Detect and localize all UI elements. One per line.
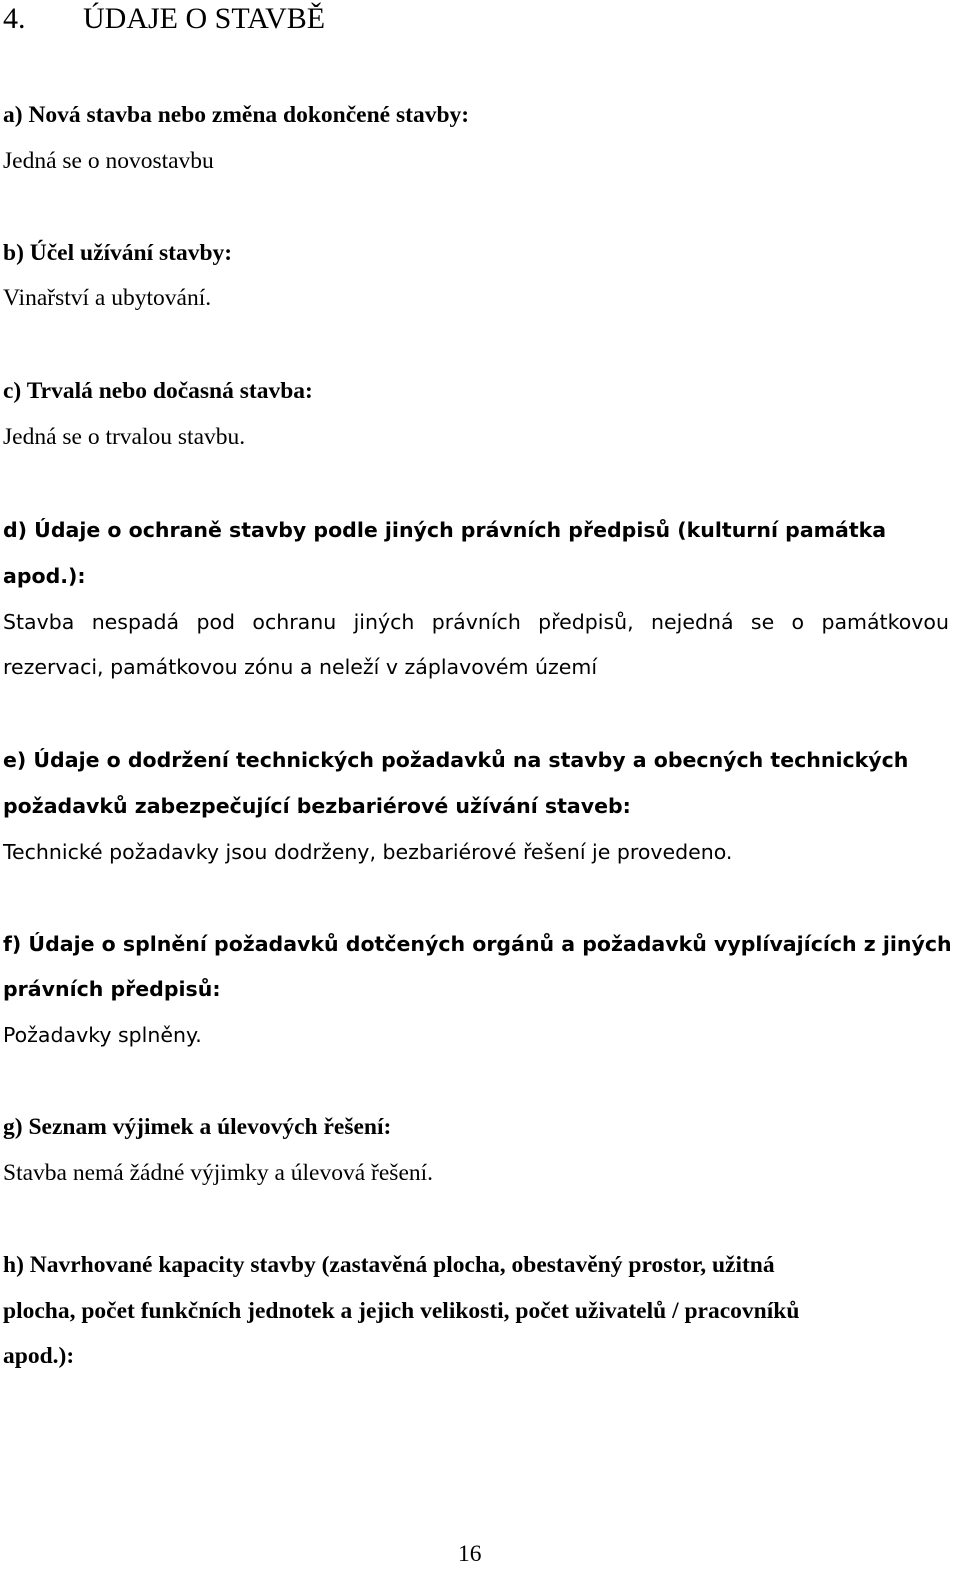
section-c-text: Jedná se o trvalou stavbu. (3, 424, 246, 450)
section-e-label-line1: e) Údaje o dodržení technických požadavků na stavby a obecných technických (3, 748, 909, 772)
section-d-text-line1 (3, 610, 949, 634)
section-number: 4. (3, 2, 26, 35)
word: jiných (353, 610, 415, 634)
word: o (791, 610, 805, 634)
section-c-label: c) Trvalá nebo dočasná stavba: (3, 378, 313, 404)
word: se (750, 610, 775, 634)
section-d-label-line2: apod.): (3, 564, 86, 588)
section-d-text-line2: rezervaci, památkovou zónu a neleží v záplavovém území (3, 655, 598, 679)
word: právních (431, 610, 521, 634)
word: památkovou (821, 610, 949, 634)
section-f-text: Požadavky splněny. (3, 1023, 202, 1047)
word: nespadá (91, 610, 180, 634)
section-h-label-line1: h) Navrhované kapacity stavby (zastavěná plocha, obestavěný prostor, užitná (3, 1252, 775, 1278)
section-f-label-line2: právních předpisů: (3, 977, 221, 1001)
section-title: ÚDAJE O STAVBĚ (83, 2, 326, 35)
word: ochranu (252, 610, 337, 634)
section-b-label: b) Účel užívání stavby: (3, 240, 233, 266)
word: pod (196, 610, 236, 634)
section-a-text: Jedná se o novostavbu (3, 148, 214, 174)
section-g-text: Stavba nemá žádné výjimky a úlevová řešení. (3, 1160, 434, 1186)
word: nejedná (651, 610, 734, 634)
section-h-label-line2: plocha, počet funkčních jednotek a jejich velikosti, počet uživatelů / pracovníků (3, 1298, 800, 1324)
page-number: 16 (458, 1541, 482, 1567)
section-b-text: Vinařství a ubytování. (3, 285, 212, 311)
section-d-label-line1: d) Údaje o ochraně stavby podle jiných právních předpisů (kulturní památka (3, 518, 887, 542)
word: předpisů, (538, 610, 634, 634)
word: Stavba (3, 610, 75, 634)
section-a-label: a) Nová stavba nebo změna dokončené stavby: (3, 102, 470, 128)
section-e-label-line2: požadavků zabezpečující bezbariérové užívání staveb: (3, 794, 631, 818)
section-g-label: g) Seznam výjimek a úlevových řešení: (3, 1114, 392, 1140)
section-f-label-line1: f) Údaje o splnění požadavků dotčených orgánů a požadavků vyplívajících z jiných (3, 932, 952, 956)
section-e-text: Technické požadavky jsou dodrženy, bezbariérové řešení je provedeno. (3, 840, 733, 864)
section-h-label-line3: apod.): (3, 1343, 75, 1369)
section-heading (3, 2, 325, 36)
